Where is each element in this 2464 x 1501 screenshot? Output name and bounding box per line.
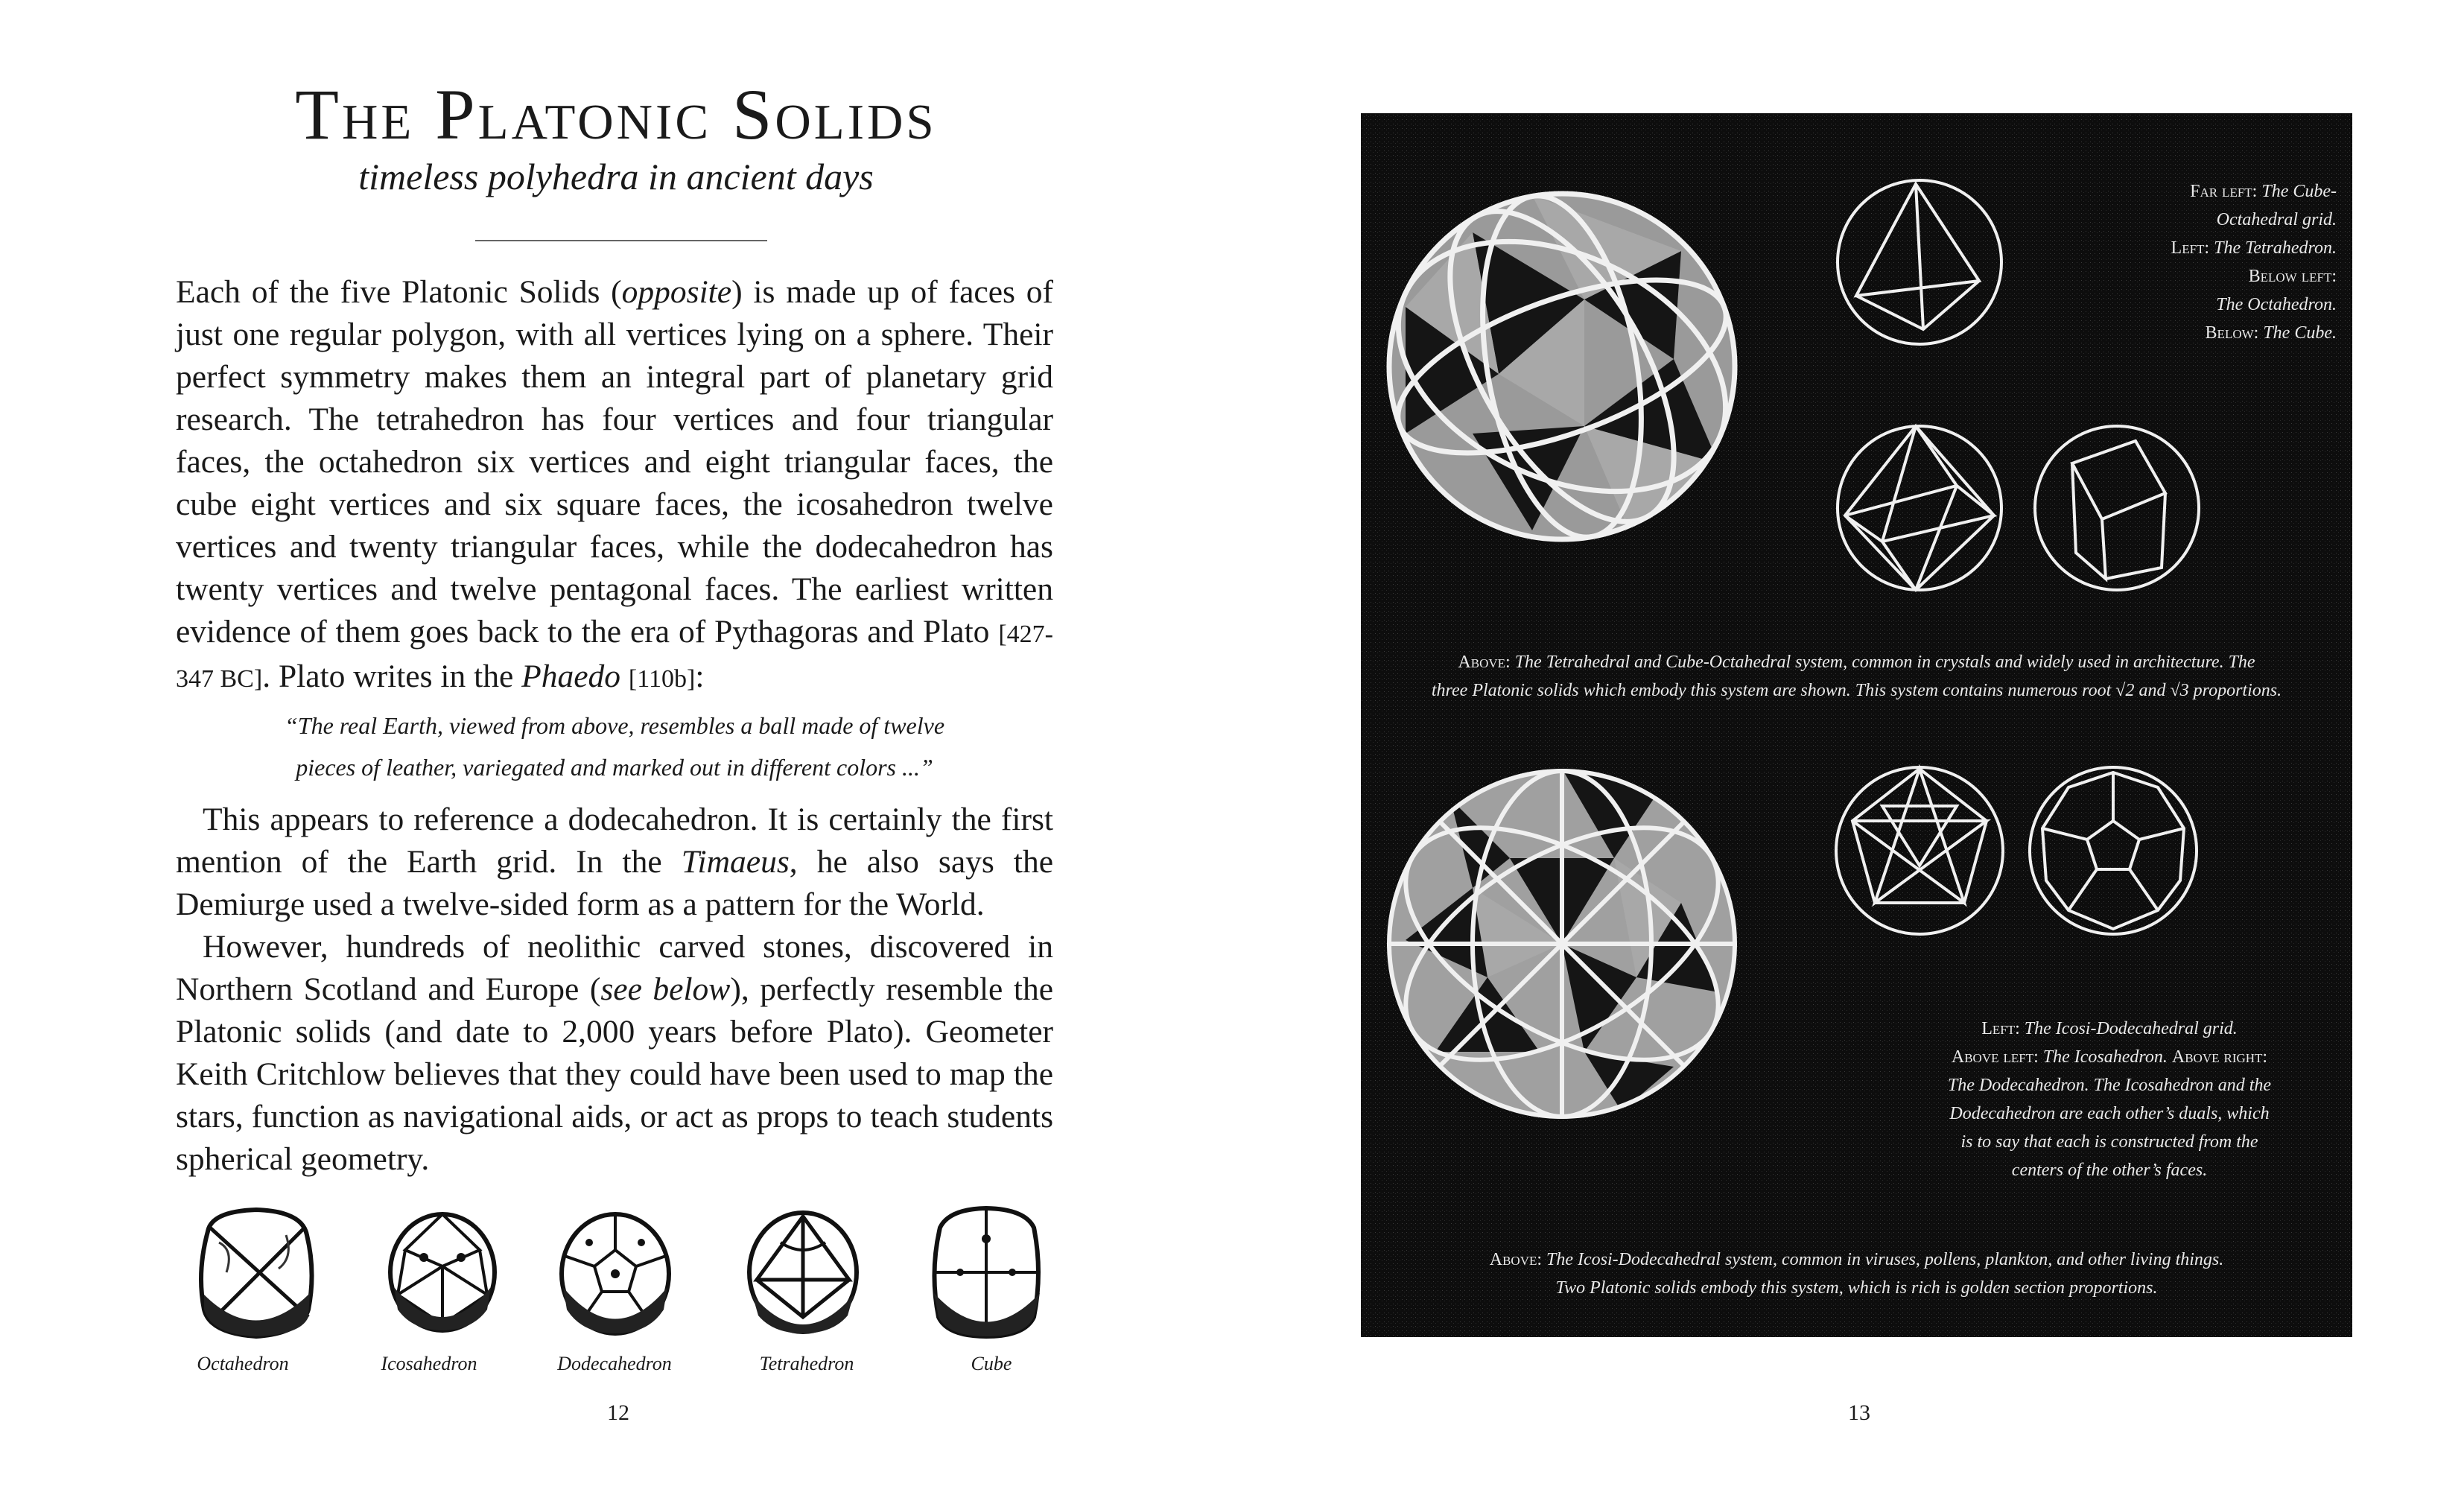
carved-stones-figure bbox=[176, 1198, 1053, 1347]
dodecahedron-stone-image bbox=[548, 1198, 682, 1347]
page-title: The Platonic Solids bbox=[295, 74, 937, 154]
stone-label-icosahedron: Icosahedron bbox=[381, 1353, 477, 1374]
paragraph-3: However, hundreds of neolithic carved stones, discovered in Northern Scotland and Europe (see below), perfectly resemble the Platonic solids (and date to 2,000 years before Plato). Geometer Keith Critchlow believes that they could have been used to map the stars, function as navigational aids, or act as props to teach students spherical geometry. bbox=[176, 929, 1054, 1177]
octahedron-stone-image bbox=[189, 1198, 323, 1347]
paragraph-2: This appears to reference a dodecahedron. It is certainly the first mention of the Earth grid. In the Timaeus, he also says the Demiurge used a twelve-sided form as a pattern for the World. bbox=[176, 802, 1053, 922]
page-number-right: 13 bbox=[1848, 1400, 1870, 1425]
caption-icosi-dodecahedral-system: Above: The Icosi-Dodecahedral system, common in viruses, pollens, plankton, and other living things. Two Platonic solids embody this system, which is rich is golden section proportions. bbox=[1489, 1250, 2224, 1298]
title-divider bbox=[475, 240, 767, 241]
plato-quote: “The real Earth, viewed from above, resembles a ball made of twelve pieces of leather, variegated and marked out in different colors ...” bbox=[284, 712, 945, 781]
body-text bbox=[176, 271, 1053, 1181]
tetrahedron-stone-image bbox=[736, 1198, 870, 1347]
stone-label-cube: Cube bbox=[971, 1353, 1012, 1374]
page-number-left: 12 bbox=[607, 1400, 629, 1425]
stone-label-dodecahedron: Dodecahedron bbox=[557, 1353, 672, 1374]
paragraph-1: Each of the five Platonic Solids (opposite) is made up of faces of just one regular polygon, with all vertices lying on a sphere. Their perfect symmetry makes them an integral part of planetary grid research. The tetrahedron has four vertices and four triangular faces, the octahedron six vertices and eight triangular faces, the cube eight vertices and six square faces, the icosahedron twelve vertices and twenty triangular faces, while the dodecahedron has twenty vertices and twelve pentagonal faces. The earliest written evidence of them goes back to the era of Pythagoras and Plato [427-347 BC]. Plato writes in the Phaedo [110b]: bbox=[176, 274, 1053, 694]
stone-label-tetrahedron: Tetrahedron bbox=[759, 1353, 854, 1374]
caption-icosi-dodecahedral-grid: Left: The Icosi-Dodecahedral grid. Above left: The Icosahedron. Above right: The Dodecahedron. The Icosahedron and the Dodecahedron are each other’s duals, which is to say that each is constructed from the centers of the other’s faces. bbox=[1947, 1019, 2272, 1180]
geometry-illustration-panel bbox=[1361, 113, 2352, 1337]
stone-label-octahedron: Octahedron bbox=[197, 1353, 289, 1374]
caption-cube-octahedral: Far left: The Cube- Octahedral grid. Left: The Tetrahedron. Below left: The Octahedron. Below: The Cube. bbox=[2171, 182, 2337, 343]
page-subtitle: timeless polyhedra in ancient days bbox=[358, 156, 874, 197]
icosahedron-stone-image bbox=[375, 1198, 509, 1347]
cube-stone-image bbox=[919, 1198, 1053, 1347]
caption-tetrahedral-system: Above: The Tetrahedral and Cube-Octahedral system, common in crystals and widely used in architecture. The three Platonic solids which embody this system are shown. This system contains numerous root √2 and √3 proportions. bbox=[1431, 653, 2282, 700]
